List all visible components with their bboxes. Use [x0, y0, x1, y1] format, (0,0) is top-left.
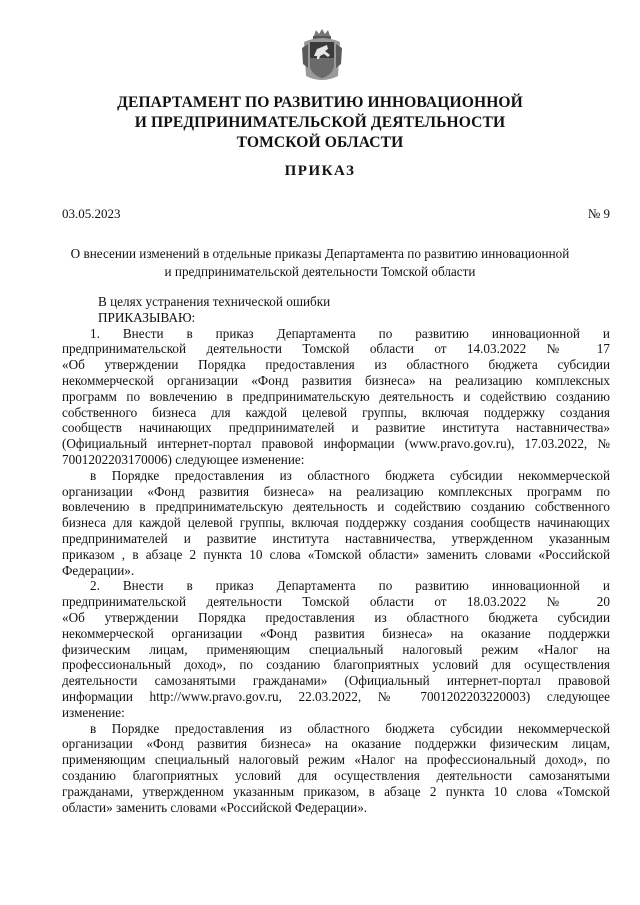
item-1-amendment-line: приказом , в абзаце 2 пункта 10 слова «Томской области» заменить словами «Российской [62, 546, 610, 562]
item-2-line: профессиональный доход», по созданию благоприятных условий для осуществления [62, 657, 610, 673]
order-word: ПРИКАЗЫВАЮ: [98, 309, 196, 325]
item-1-amendment-line: в Порядке предоставления из областного бюджета субсидии некоммерческой [90, 467, 610, 483]
item-1 [62, 326, 610, 468]
preamble: В целях устранения технической ошибки [98, 294, 331, 309]
item-1-amendment-line: Федерации». [62, 562, 135, 578]
item-1-amendment-line: предпринимателей и развитие института наставничества, утвержденном указанным [62, 530, 610, 546]
item-1-line: 7001202203170006) следующее изменение: [62, 451, 305, 467]
item-2-amendment-line: созданию благоприятных условий для осуществления деятельности самозанятыми [62, 767, 610, 783]
item-2-line: «Об утверждении Порядка предоставления из областного бюджета субсидии [62, 609, 610, 625]
item-2-line: информации http://www.pravo.gov.ru, 22.03.2022, № 7001202203220003) следующее [62, 688, 610, 704]
department-header-line-1: ДЕПАРТАМЕНТ ПО РАЗВИТИЮ ИННОВАЦИОННОЙ [117, 94, 523, 111]
department-header-line-3: ТОМСКОЙ ОБЛАСТИ [236, 134, 404, 151]
item-2-line: физическим лицам, применяющим специальный налоговый режим «Налог на [62, 641, 610, 657]
department-header-line-2: И ПРЕДПРИНИМАТЕЛЬСКОЙ ДЕЯТЕЛЬНОСТИ [134, 114, 506, 131]
subject-line-1: О внесении изменений в отдельные приказы Департамента по развитию инновационной [70, 246, 570, 261]
item-2-line: 2. Внести в приказ Департамента по развитию инновационной и [90, 578, 610, 594]
item-2-amendment-line: гражданами, утвержденном указанным приказом, в абзаце 2 пункта 10 слова «Томской [62, 783, 610, 799]
item-1-line: программ по вовлечению в предпринимательскую деятельность и содействию созданию [62, 388, 610, 404]
item-1-amendment-line: вовлечению в предпринимательскую деятельность и содействию созданию собственного [62, 499, 610, 515]
document-date: 03.05.2023 [62, 206, 121, 221]
item-1-line: «Об утверждении Порядка предоставления из областного бюджета субсидии [62, 357, 610, 373]
item-1-amendment-line: организации «Фонд развития бизнеса» на реализацию комплексных программ по [62, 483, 610, 499]
document-number: № 9 [587, 206, 610, 221]
item-2-amendment-line: в Порядке предоставления из областного бюджета субсидии некоммерческой [90, 720, 610, 736]
item-2-amendment-line: применяющим специальный налоговый режим «Налог на профессиональный доход», по [62, 752, 610, 768]
item-2-line: деятельности самозанятыми гражданами» (Официальный интернет-портал правовой [62, 673, 610, 689]
item-2-line: изменение: [62, 704, 125, 720]
document-subject [0, 245, 640, 281]
item-2-line: предпринимательской деятельности Томской области от 18.03.2022 № 20 [62, 594, 610, 610]
document-type: ПРИКАЗ [284, 163, 356, 179]
item-1-line: собственного бизнеса для каждой целевой группы, включая поддержку создания [62, 404, 610, 420]
item-1-amendment-line: бизнеса для каждой целевой группы, включая поддержку создания сообществ начинающих [62, 515, 610, 531]
department-header [0, 93, 640, 153]
item-1-line: предпринимательской деятельности Томской области от 14.03.2022 № 17 [62, 341, 610, 357]
item-1-line: 1. Внести в приказ Департамента по развитию инновационной и [90, 325, 610, 341]
item-2-amendment [62, 721, 610, 816]
item-2-amendment-line: области» заменить словами «Российской Федерации». [62, 799, 368, 815]
item-2-amendment-line: организации «Фонд развития бизнеса» на оказание поддержки физическим лицам, [62, 736, 610, 752]
document-body [62, 294, 610, 815]
subject-line-2: и предпринимательской деятельности Томской области [164, 264, 476, 279]
item-1-line: (Официальный интернет-портал правовой информации (www.pravo.gov.ru), 17.03.2022, № [62, 436, 610, 452]
item-2-line: некоммерческой организации «Фонд развития бизнеса» на оказание поддержки [62, 625, 610, 641]
item-2 [62, 578, 610, 720]
item-1-amendment [62, 468, 610, 579]
item-1-line: некоммерческой организации «Фонд развития бизнеса» на реализацию комплексных [62, 372, 610, 388]
coat-of-arms-icon [300, 28, 344, 84]
item-1-line: сообществ начинающих предпринимателей и развитие института наставничества» [62, 420, 610, 436]
